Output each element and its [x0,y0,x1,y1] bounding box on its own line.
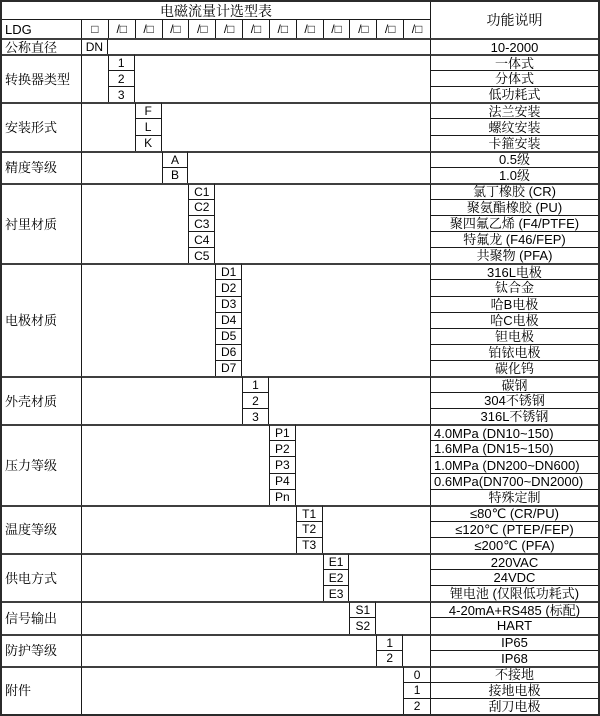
option-code-cell: D2 [215,279,242,295]
option-code-cell: C1 [188,183,215,199]
option-code-cell: D6 [215,344,242,360]
option-code-cell: S1 [349,601,376,617]
option-description-cell: 碳化钨 [430,360,598,376]
option-description-cell: 接地电极 [430,682,598,698]
empty-cell [81,54,108,102]
option-code-cell: D5 [215,328,242,344]
empty-cell [81,666,403,714]
option-description-cell: 1.0MPa (DN200~DN600) [430,456,598,472]
empty-cell [81,601,349,633]
option-description-cell: 低功耗式 [430,86,598,102]
option-description-cell: 10-2000 [430,38,598,54]
option-description-cell: 钽电极 [430,328,598,344]
option-description-cell: 0.5级 [430,151,598,167]
option-description-cell: ≤120℃ (PTEP/FEP) [430,521,598,537]
option-description-cell: 刮刀电极 [430,698,598,714]
function-column-header: 功能说明 [430,2,598,38]
option-description-cell: 氯丁橡胶 (CR) [430,183,598,199]
option-description-cell: HART [430,617,598,633]
option-code-cell: D1 [215,263,242,279]
option-description-cell: 碳钢 [430,376,598,392]
empty-cell [349,553,430,601]
option-code-cell: K [135,135,162,151]
option-description-cell: 不接地 [430,666,598,682]
option-code-cell: 1 [242,376,269,392]
model-code-cell: /□ [188,19,215,38]
option-description-cell: 锂电池 (仅限低功耗式) [430,585,598,601]
model-code-cell: /□ [135,19,162,38]
model-code-cell: /□ [162,19,189,38]
option-description-cell: 304不锈钢 [430,392,598,408]
option-code-cell: 2 [403,698,430,714]
option-code-cell: C3 [188,215,215,231]
model-code-cell: /□ [323,19,350,38]
section-label: 附件 [2,666,81,714]
model-prefix-label: LDG [2,19,81,38]
option-code-cell: 1 [108,54,135,70]
empty-cell [81,553,323,601]
model-code-cell: /□ [376,19,403,38]
option-description-cell: 316L不锈钢 [430,408,598,424]
option-description-cell: 1.0级 [430,167,598,183]
empty-cell [81,634,376,666]
empty-cell [242,263,430,376]
option-code-cell: P3 [269,456,296,472]
option-description-cell: 特殊定制 [430,489,598,505]
option-description-cell: 共聚物 (PFA) [430,247,598,263]
empty-cell [403,634,430,666]
option-code-cell: 1 [403,682,430,698]
model-code-cell: /□ [108,19,135,38]
option-code-cell: E1 [323,553,350,569]
option-description-cell: 螺纹安装 [430,118,598,134]
empty-cell [215,183,430,263]
option-code-cell: 3 [242,408,269,424]
option-code-cell: E3 [323,585,350,601]
section-label: 公称直径 [2,38,81,54]
option-description-cell: 哈C电极 [430,312,598,328]
model-code-cell: /□ [349,19,376,38]
section-label: 外壳材质 [2,376,81,424]
option-description-cell: ≤80℃ (CR/PU) [430,505,598,521]
option-code-cell: Pn [269,489,296,505]
option-description-cell: IP68 [430,650,598,666]
empty-cell [376,601,430,633]
option-code-cell: DN [81,38,108,54]
option-description-cell: 1.6MPa (DN15~150) [430,440,598,456]
table-title: 电磁流量计选型表 [159,2,272,19]
empty-cell [81,151,162,183]
option-code-cell: C4 [188,231,215,247]
option-description-cell: 220VAC [430,553,598,569]
option-code-cell: T1 [296,505,323,521]
option-description-cell: 聚四氟乙烯 (F4/PTFE) [430,215,598,231]
section-label: 精度等级 [2,151,81,183]
empty-cell [323,505,430,553]
option-code-cell: 1 [376,634,403,650]
empty-cell [81,376,242,424]
option-code-cell: A [162,151,189,167]
empty-cell [81,505,296,553]
empty-cell [108,38,430,54]
option-description-cell: 卡箍安装 [430,135,598,151]
model-code-cell: /□ [269,19,296,38]
empty-cell [188,151,430,183]
model-code-cell: /□ [242,19,269,38]
option-description-cell: 铂铱电极 [430,344,598,360]
option-code-cell: L [135,118,162,134]
section-label: 防护等级 [2,634,81,666]
option-code-cell: 2 [108,70,135,86]
section-label: 温度等级 [2,505,81,553]
empty-cell [162,102,430,150]
option-code-cell: D3 [215,296,242,312]
section-label: 衬里材质 [2,183,81,263]
empty-cell [81,183,188,263]
option-code-cell: D4 [215,312,242,328]
empty-cell [296,424,430,504]
option-code-cell: 3 [108,86,135,102]
option-description-cell: 哈B电极 [430,296,598,312]
option-code-cell: T3 [296,537,323,553]
option-code-cell: P2 [269,440,296,456]
model-code-cell: □ [81,19,108,38]
option-code-cell: D7 [215,360,242,376]
option-code-cell: 2 [376,650,403,666]
option-description-cell: 特氟龙 (F46/FEP) [430,231,598,247]
option-description-cell: 一体式 [430,54,598,70]
section-label: 信号输出 [2,601,81,633]
section-label: 压力等级 [2,424,81,504]
model-code-cell: /□ [296,19,323,38]
option-description-cell: 法兰安装 [430,102,598,118]
option-description-cell: 4.0MPa (DN10~150) [430,424,598,440]
option-description-cell: 聚氨酯橡胶 (PU) [430,199,598,215]
option-code-cell: F [135,102,162,118]
option-code-cell: T2 [296,521,323,537]
section-label: 供电方式 [2,553,81,601]
section-label: 安装形式 [2,102,81,150]
option-description-cell: ≤200℃ (PFA) [430,537,598,553]
option-code-cell: 0 [403,666,430,682]
option-code-cell: 2 [242,392,269,408]
empty-cell [135,54,430,102]
option-description-cell: 0.6MPa(DN700~DN2000) [430,473,598,489]
option-code-cell: S2 [349,617,376,633]
section-label: 转换器类型 [2,54,81,102]
option-description-cell: 316L电极 [430,263,598,279]
empty-cell [81,263,215,376]
option-code-cell: B [162,167,189,183]
model-code-cell: /□ [215,19,242,38]
option-code-cell: P1 [269,424,296,440]
model-code-cell: /□ [403,19,430,38]
option-code-cell: E2 [323,569,350,585]
option-description-cell: 钛合金 [430,279,598,295]
option-code-cell: C5 [188,247,215,263]
option-description-cell: 4-20mA+RS485 (标配) [430,601,598,617]
section-label: 电极材质 [2,263,81,376]
option-code-cell: C2 [188,199,215,215]
option-description-cell: 分体式 [430,70,598,86]
option-code-cell: P4 [269,473,296,489]
empty-cell [269,376,430,424]
option-description-cell: 24VDC [430,569,598,585]
empty-cell [81,102,135,150]
option-description-cell: IP65 [430,634,598,650]
empty-cell [81,424,269,504]
